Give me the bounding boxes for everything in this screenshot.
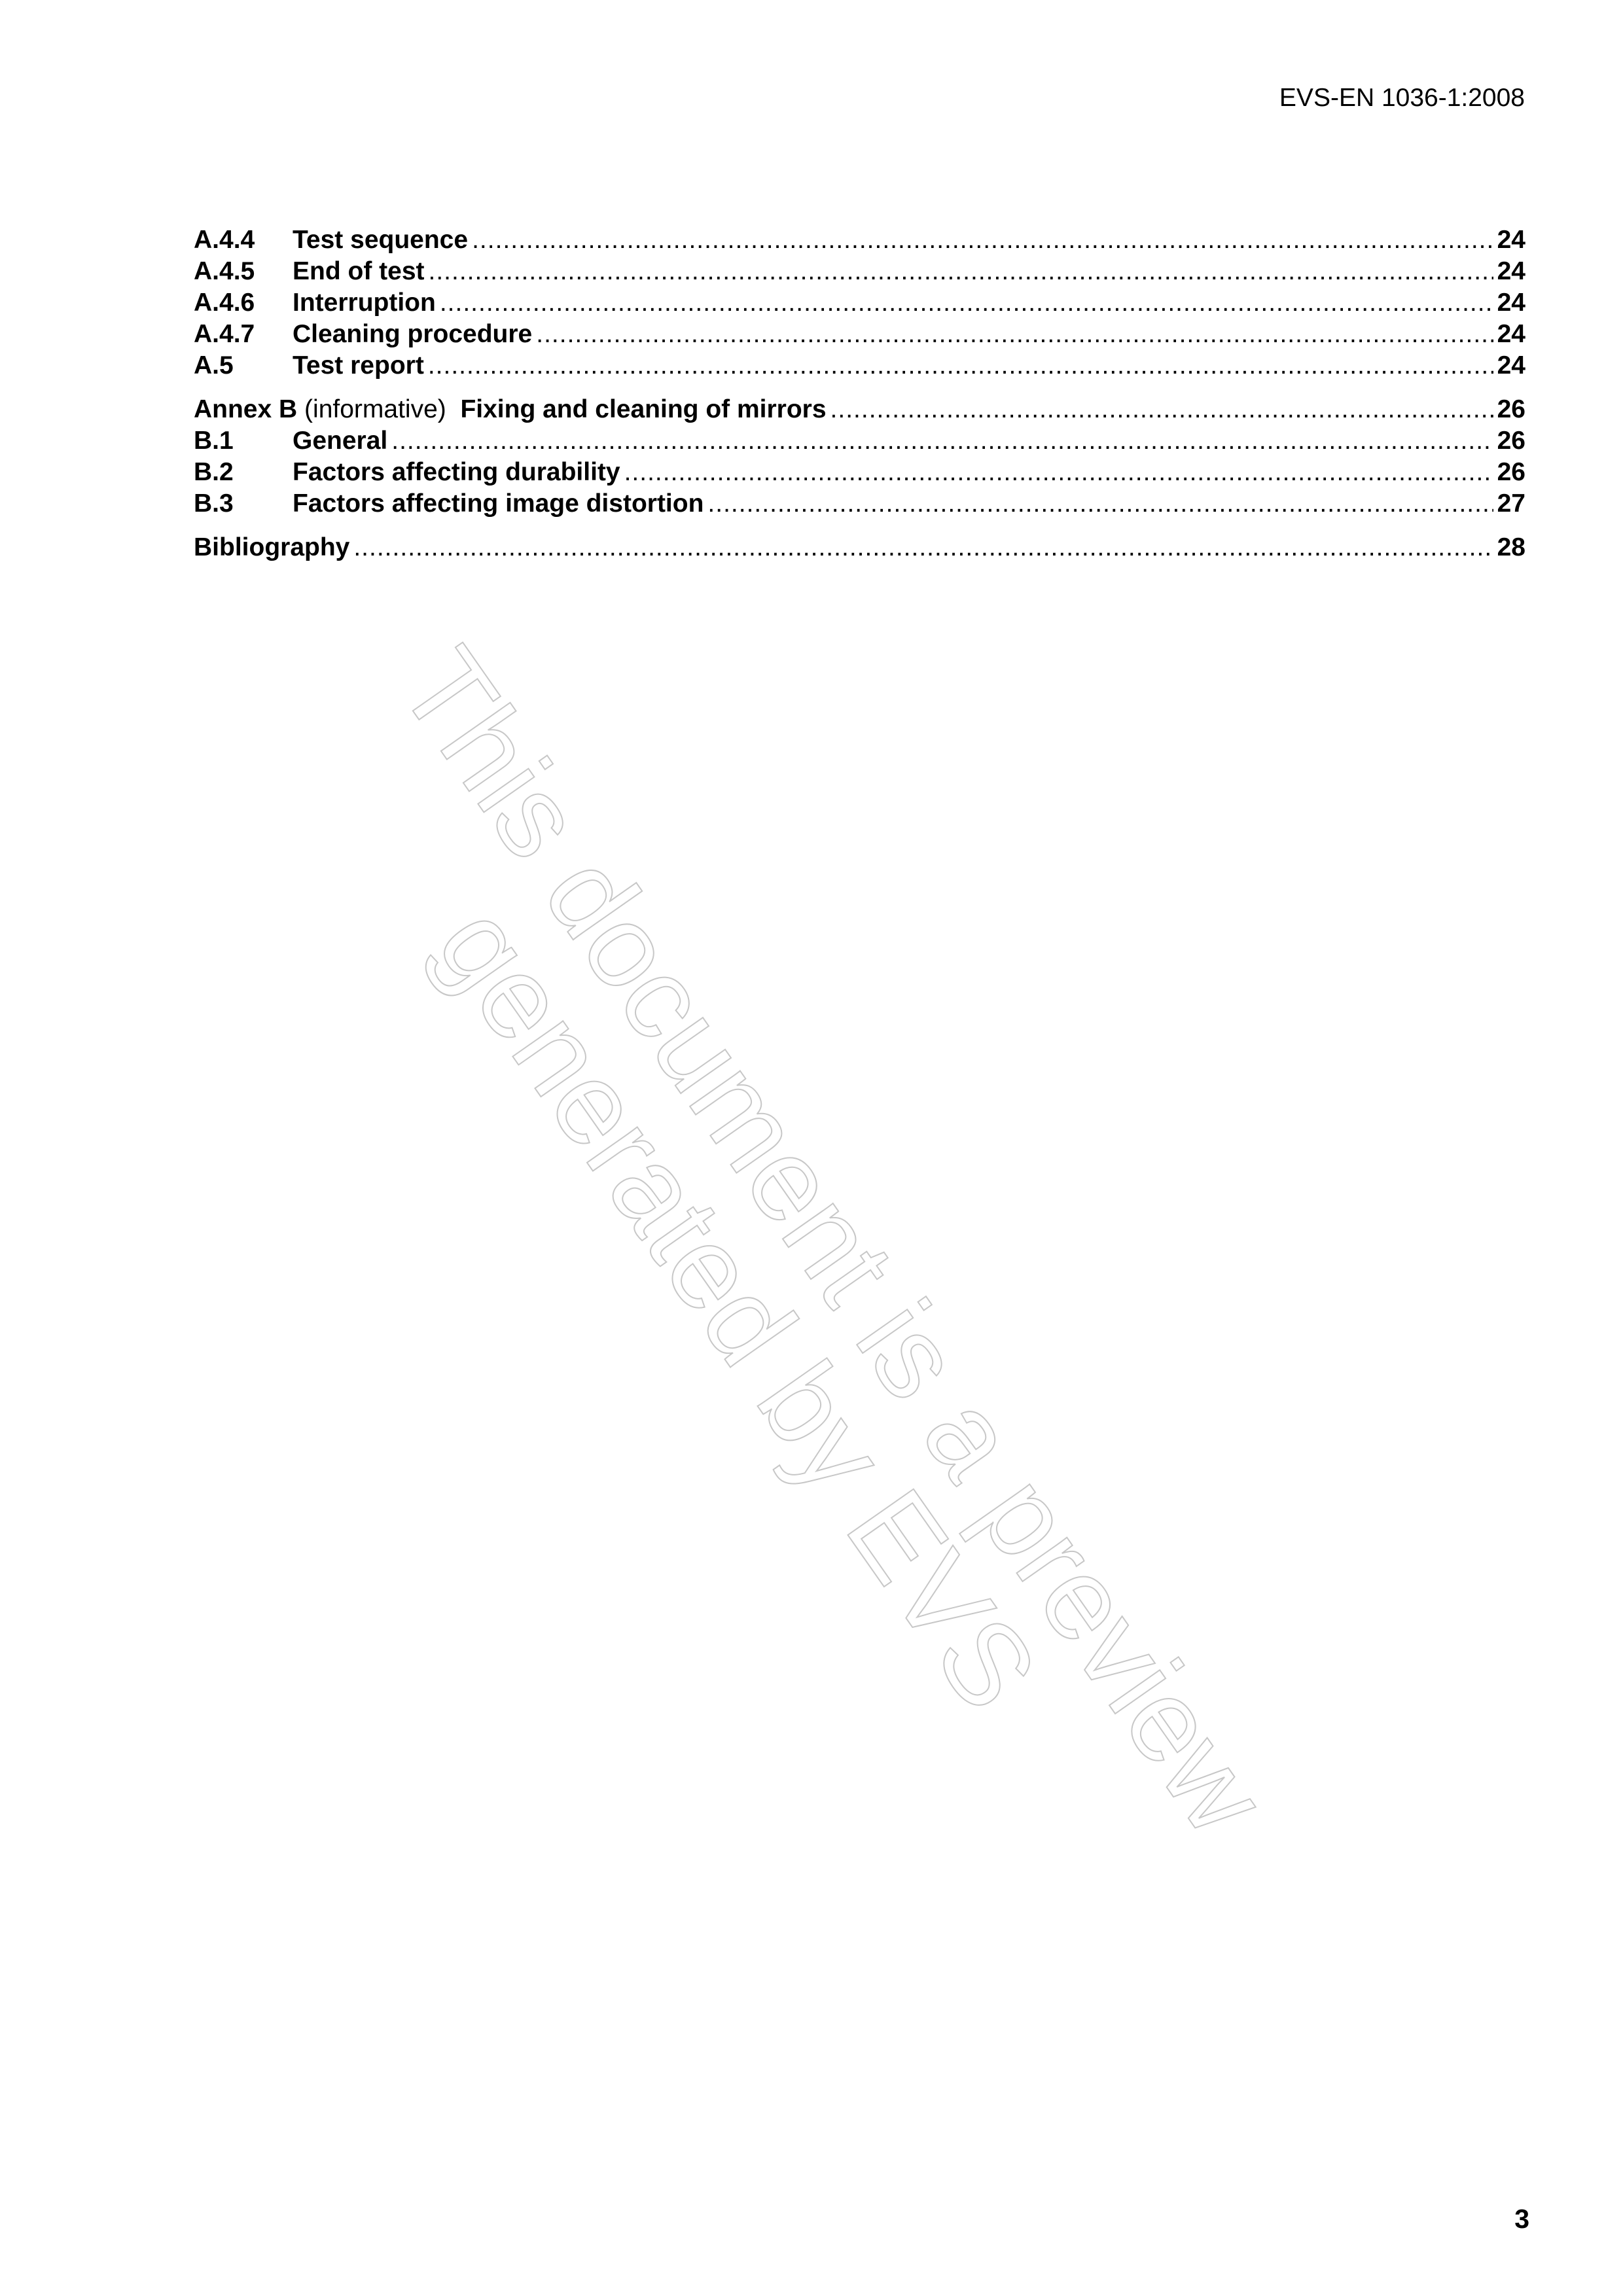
toc-page-number: 24 [1497,289,1525,317]
toc-annex-qualifier: (informative) [304,395,446,423]
toc-page-number: 26 [1497,395,1525,423]
toc-page-number: 27 [1497,489,1525,518]
toc-entry[interactable] [194,256,1525,287]
toc-leader-dots [429,256,1493,287]
toc-entry[interactable] [194,425,1525,457]
toc-annex-title [194,394,827,425]
document-id: EVS-EN 1036-1:2008 [1279,84,1525,112]
toc-entry-annex[interactable] [194,394,1525,425]
toc-number: A.4.5 [194,257,255,285]
toc-leader-dots [391,425,1493,457]
toc-title: Fixing and cleaning of mirrors [460,395,827,423]
toc-number: B.3 [194,489,234,518]
table-of-contents [194,224,1525,563]
toc-entry[interactable] [194,287,1525,319]
toc-number: A.4.4 [194,226,255,254]
toc-title: Test report [293,351,424,380]
toc-entry[interactable] [194,488,1525,520]
toc-leader-dots [536,319,1493,350]
toc-page-number: 26 [1497,427,1525,455]
toc-title: Interruption [293,289,436,317]
toc-leader-dots [707,488,1493,520]
toc-entry[interactable] [194,224,1525,256]
toc-title: End of test [293,257,425,285]
toc-annex-prefix: Annex B [194,395,298,423]
toc-leader-dots [428,350,1493,381]
toc-page-number: 24 [1497,257,1525,285]
toc-page-number: 24 [1497,226,1525,254]
toc-page-number: 24 [1497,351,1525,380]
toc-leader-dots [472,224,1493,256]
toc-leader-dots [624,457,1493,488]
toc-number: A.4.7 [194,320,255,348]
toc-number: A.4.6 [194,289,255,317]
toc-entry[interactable] [194,457,1525,488]
toc-entry-bibliography[interactable] [194,532,1525,563]
toc-number: B.1 [194,427,234,455]
toc-entry[interactable] [194,319,1525,350]
toc-number: B.2 [194,458,234,486]
toc-page-number: 28 [1497,533,1525,561]
toc-title: Factors affecting image distortion [293,489,704,518]
toc-title: Bibliography [194,533,350,561]
toc-number: A.5 [194,351,234,380]
toc-entry[interactable] [194,350,1525,381]
toc-leader-dots [353,532,1493,563]
page-number: 3 [1514,2204,1529,2234]
toc-title: General [293,427,388,455]
toc-leader-dots [440,287,1493,319]
toc-title: Cleaning procedure [293,320,533,348]
preview-watermark: This document is a preview generated by EVS [375,626,1292,1857]
toc-leader-dots [830,394,1493,425]
toc-page-number: 24 [1497,320,1525,348]
toc-title: Factors affecting durability [293,458,620,486]
toc-page-number: 26 [1497,458,1525,486]
toc-title: Test sequence [293,226,469,254]
